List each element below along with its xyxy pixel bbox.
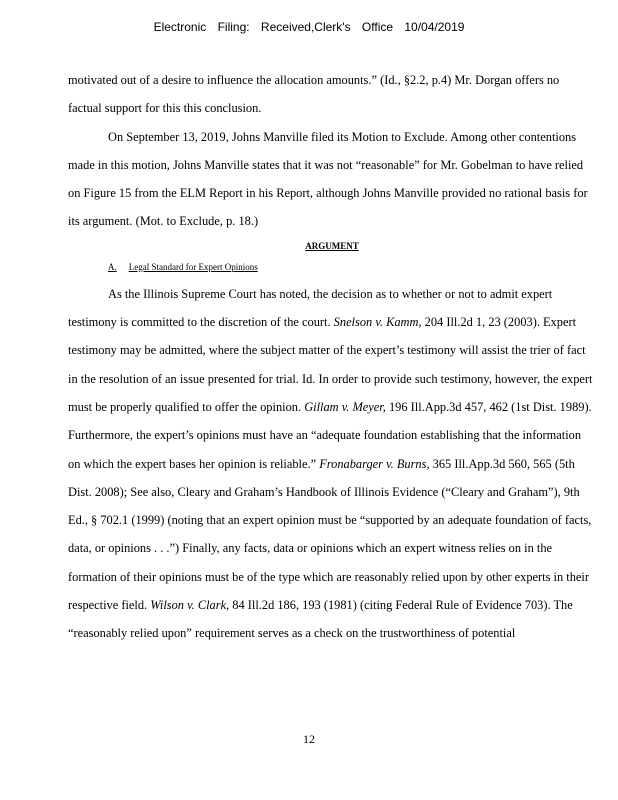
citation-snelson: Snelson v. Kamm <box>333 315 419 330</box>
document-body <box>68 66 596 648</box>
p3-text-d: , 365 Ill.App.3d 560, 565 (5th Dist. 2008); See also, Cleary and Graham’s Handbook of Illinois Evidence (“Cleary and Graham”), 9th Ed., § 702.1 (1999) (noting that an expert opinion must be “supported by an adequate foundation of facts, data, or opinions . . .”) Finally, any facts, data or opinions which an expert witness relies on in the formation of their opinions must be of the type which are reasonably relied upon by other experts in their respective field. <box>68 456 592 613</box>
citation-gillam: Gillam v. Meyer, <box>304 399 386 414</box>
p3-text-c: 196 Ill.App.3d 457, 462 (1st Dist. 1989). Furthermore, the expert’s opinions must have an “adequate foundation establishing that the information on which the expert bases her opinion is reliable.” <box>68 399 592 471</box>
page-number: 12 <box>303 732 315 746</box>
argument-heading-text: ARGUMENT <box>305 240 359 251</box>
efiling-header: Electronic Filing: Received,Clerk's Office 10/04/2019 <box>153 20 465 34</box>
subheading-legal-standard <box>108 256 596 278</box>
p3-text-b: , 204 Ill.2d 1, 23 (2003). Expert testimony may be admitted, where the subject matter of the expert’s testimony will assist the trier of fact in the resolution of an issue presented for trial. Id. In order to provide such testimony, however, the expert must be properly qualified to offer the opinion. <box>68 315 593 414</box>
paragraph-legal-standard <box>68 280 596 648</box>
argument-heading <box>68 236 596 256</box>
subheading-title: Legal Standard for Expert Opinions <box>128 261 258 272</box>
citation-wilson: Wilson v. Clark <box>150 598 227 613</box>
p3-text-e: , 84 Ill.2d 186, 193 (1981) (citing Federal Rule of Evidence 703). The “reasonably relied upon” requirement serves as a check on the trustworthiness of potential <box>68 598 573 641</box>
paragraph-dorgan: motivated out of a desire to influence the allocation amounts.” (Id., §2.2, p.4) Mr. Dorgan offers no factual support for this this conclusion. <box>68 73 560 116</box>
subheading-letter: A. <box>108 261 117 272</box>
citation-fronabarger: Fronabarger v. Burns <box>319 456 427 471</box>
paragraph-motion: On September 13, 2019, Johns Manville filed its Motion to Exclude. Among other contentions made in this motion, Johns Manville states that it was not “reasonable” for Mr. Gobelman to have relied on Figure 15 from the ELM Report in his Report, although Johns Manville provided no rational basis for its argument. (Mot. to Exclude, p. 18.) <box>68 129 588 229</box>
p3-text-a: As the Illinois Supreme Court has noted, the decision as to whether or not to admit expert testimony is committed to the discretion of the court. <box>68 286 553 330</box>
